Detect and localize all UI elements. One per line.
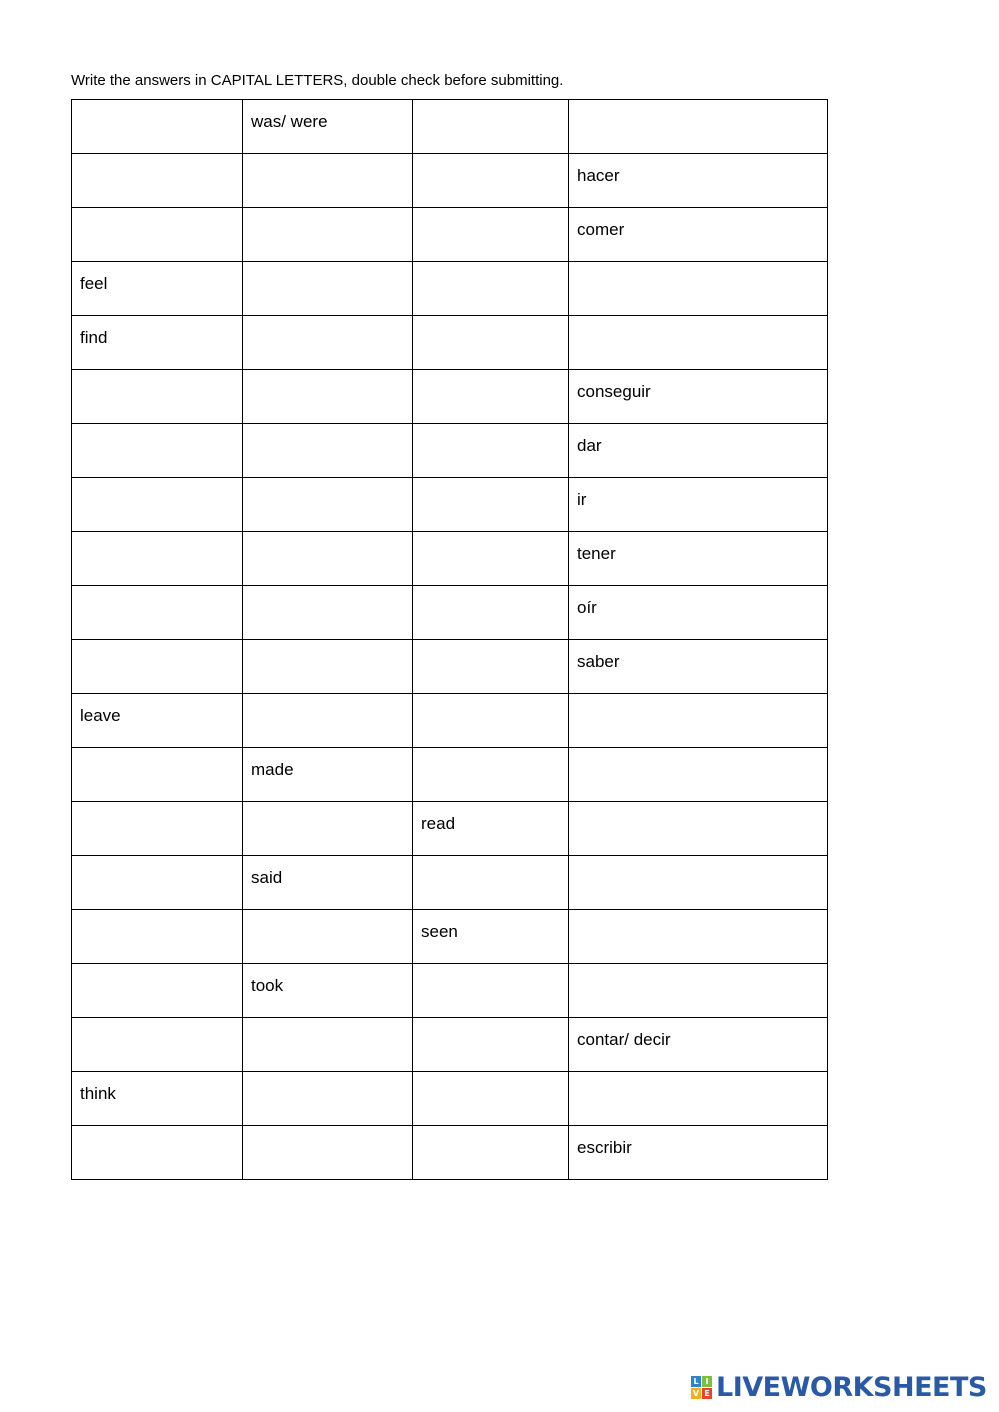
table-cell-answer[interactable] [413, 154, 569, 208]
table-cell-given [243, 964, 413, 1018]
liveworksheets-logo [691, 1374, 987, 1402]
cell-text [577, 748, 819, 760]
cell-text [421, 586, 560, 598]
table-cell-given [569, 478, 828, 532]
table-cell-answer[interactable] [72, 802, 243, 856]
table-row [72, 964, 828, 1018]
cell-text: feel [80, 274, 108, 293]
table-cell-given [569, 1018, 828, 1072]
cell-text [421, 154, 560, 166]
cell-text [251, 208, 404, 220]
logo-mark-letter: L [691, 1376, 701, 1387]
table-row [72, 478, 828, 532]
logo-mark-letter: I [702, 1376, 712, 1387]
table-cell-answer[interactable] [243, 1126, 413, 1180]
cell-text [421, 100, 560, 112]
cell-text: hacer [577, 166, 620, 185]
table-cell-given [72, 316, 243, 370]
table-cell-given [569, 424, 828, 478]
table-row [72, 370, 828, 424]
cell-text [251, 262, 404, 274]
table-cell-given [72, 262, 243, 316]
cell-text: tener [577, 544, 616, 563]
table-cell-given [72, 1072, 243, 1126]
table-row [72, 316, 828, 370]
table-cell-answer[interactable] [243, 1072, 413, 1126]
table-cell-answer[interactable] [413, 748, 569, 802]
cell-text [577, 1072, 819, 1084]
cell-text [421, 640, 560, 652]
cell-text [251, 802, 404, 814]
table-cell-answer[interactable] [413, 1018, 569, 1072]
cell-text [421, 1126, 560, 1138]
table-cell-given [243, 100, 413, 154]
cell-text [577, 910, 819, 922]
liveworksheets-logo-icon [691, 1376, 713, 1400]
table-cell-given [569, 154, 828, 208]
cell-text [80, 964, 234, 976]
cell-text [251, 154, 404, 166]
table-cell-given [413, 802, 569, 856]
table-row [72, 640, 828, 694]
table-cell-answer[interactable] [72, 370, 243, 424]
cell-text [80, 154, 234, 166]
cell-text [251, 586, 404, 598]
cell-text [251, 910, 404, 922]
cell-text [421, 856, 560, 868]
table-cell-answer[interactable] [72, 964, 243, 1018]
logo-text: LIVEWORKSHEETS [716, 1372, 987, 1403]
table-cell-answer[interactable] [413, 100, 569, 154]
cell-text [80, 1126, 234, 1138]
table-row [72, 532, 828, 586]
table-cell-answer[interactable] [243, 586, 413, 640]
cell-text: dar [577, 436, 602, 455]
cell-text [251, 370, 404, 382]
table-cell-answer[interactable] [569, 316, 828, 370]
cell-text [577, 262, 819, 274]
table-cell-answer[interactable] [72, 748, 243, 802]
table-cell-answer[interactable] [243, 802, 413, 856]
table-row [72, 424, 828, 478]
table-cell-given [569, 370, 828, 424]
cell-text: find [80, 328, 108, 347]
verb-table-body [72, 100, 828, 1180]
table-cell-given [569, 586, 828, 640]
table-cell-answer[interactable] [243, 640, 413, 694]
table-row [72, 586, 828, 640]
cell-text [577, 964, 819, 976]
table-cell-answer[interactable] [243, 1018, 413, 1072]
table-cell-answer[interactable] [413, 478, 569, 532]
cell-text [421, 1072, 560, 1084]
cell-text [421, 316, 560, 328]
table-cell-answer[interactable] [243, 532, 413, 586]
cell-text [80, 208, 234, 220]
table-cell-answer[interactable] [243, 910, 413, 964]
cell-text [80, 856, 234, 868]
cell-text [251, 694, 404, 706]
cell-text: seen [421, 922, 458, 941]
cell-text [80, 586, 234, 598]
cell-text [577, 100, 819, 112]
cell-text [80, 100, 234, 112]
table-cell-answer[interactable] [72, 478, 243, 532]
table-row [72, 1126, 828, 1180]
table-cell-answer[interactable] [569, 1072, 828, 1126]
table-cell-answer[interactable] [413, 424, 569, 478]
table-cell-answer[interactable] [569, 964, 828, 1018]
cell-text [80, 748, 234, 760]
table-cell-answer[interactable] [569, 856, 828, 910]
cell-text [421, 478, 560, 490]
table-cell-given [569, 208, 828, 262]
cell-text [80, 370, 234, 382]
cell-text: contar/ decir [577, 1030, 671, 1049]
table-row [72, 1072, 828, 1126]
table-cell-answer[interactable] [569, 748, 828, 802]
table-cell-given [413, 910, 569, 964]
cell-text [421, 262, 560, 274]
cell-text: comer [577, 220, 625, 239]
table-cell-answer[interactable] [413, 208, 569, 262]
table-cell-answer[interactable] [569, 802, 828, 856]
table-cell-answer[interactable] [413, 856, 569, 910]
table-cell-answer[interactable] [569, 262, 828, 316]
cell-text: think [80, 1084, 116, 1103]
cell-text [80, 1018, 234, 1030]
cell-text [421, 370, 560, 382]
cell-text [251, 1072, 404, 1084]
cell-text [80, 424, 234, 436]
table-cell-answer[interactable] [413, 964, 569, 1018]
cell-text [251, 316, 404, 328]
table-cell-answer[interactable] [243, 370, 413, 424]
cell-text [577, 802, 819, 814]
table-row [72, 262, 828, 316]
table-cell-answer[interactable] [413, 694, 569, 748]
cell-text: read [421, 814, 456, 833]
cell-text [421, 208, 560, 220]
cell-text [421, 694, 560, 706]
table-row [72, 748, 828, 802]
table-cell-answer[interactable] [413, 370, 569, 424]
cell-text: took [251, 976, 284, 995]
cell-text [421, 964, 560, 976]
cell-text: saber [577, 652, 620, 671]
table-cell-answer[interactable] [72, 154, 243, 208]
table-cell-answer[interactable] [413, 262, 569, 316]
cell-text [80, 802, 234, 814]
table-cell-given [243, 856, 413, 910]
table-cell-answer[interactable] [413, 586, 569, 640]
table-cell-given [569, 640, 828, 694]
table-cell-given [72, 694, 243, 748]
cell-text [577, 694, 819, 706]
cell-text [421, 424, 560, 436]
table-cell-answer[interactable] [72, 100, 243, 154]
table-cell-answer[interactable] [72, 1126, 243, 1180]
cell-text [421, 532, 560, 544]
table-row [72, 910, 828, 964]
table-cell-answer[interactable] [72, 856, 243, 910]
cell-text [80, 478, 234, 490]
table-cell-answer[interactable] [72, 586, 243, 640]
table-cell-answer[interactable] [72, 532, 243, 586]
verb-table [71, 99, 828, 1180]
table-cell-answer[interactable] [72, 208, 243, 262]
table-cell-answer[interactable] [72, 640, 243, 694]
table-cell-given [569, 532, 828, 586]
table-cell-answer[interactable] [243, 316, 413, 370]
cell-text: ir [577, 490, 587, 509]
table-row [72, 208, 828, 262]
cell-text: oír [577, 598, 597, 617]
cell-text [251, 640, 404, 652]
table-row [72, 154, 828, 208]
cell-text: conseguir [577, 382, 651, 401]
table-cell-answer[interactable] [569, 694, 828, 748]
instructions-text: Write the answers in CAPITAL LETTERS, double check before submitting. [71, 72, 564, 89]
table-cell-answer[interactable] [72, 910, 243, 964]
cell-text [421, 748, 560, 760]
table-cell-answer[interactable] [569, 100, 828, 154]
cell-text [251, 1018, 404, 1030]
cell-text: was/ were [251, 112, 328, 131]
cell-text: escribir [577, 1138, 632, 1157]
table-cell-answer[interactable] [569, 910, 828, 964]
cell-text [421, 1018, 560, 1030]
table-cell-answer[interactable] [413, 532, 569, 586]
table-cell-answer[interactable] [243, 262, 413, 316]
cell-text [80, 910, 234, 922]
table-row [72, 802, 828, 856]
table-cell-answer[interactable] [243, 694, 413, 748]
table-row [72, 694, 828, 748]
logo-mark-letter: V [692, 1389, 700, 1398]
cell-text [251, 478, 404, 490]
table-cell-answer[interactable] [413, 640, 569, 694]
table-cell-answer[interactable] [243, 208, 413, 262]
table-row [72, 100, 828, 154]
cell-text [577, 316, 819, 328]
table-cell-answer[interactable] [413, 1072, 569, 1126]
cell-text: made [251, 760, 294, 779]
table-cell-answer[interactable] [413, 316, 569, 370]
cell-text [80, 532, 234, 544]
table-cell-answer[interactable] [243, 478, 413, 532]
cell-text: leave [80, 706, 121, 725]
cell-text [577, 856, 819, 868]
table-cell-answer[interactable] [72, 1018, 243, 1072]
cell-text [251, 1126, 404, 1138]
table-cell-given [569, 1126, 828, 1180]
logo-mark-letter: E [702, 1388, 712, 1399]
cell-text [251, 532, 404, 544]
table-cell-given [243, 748, 413, 802]
cell-text [251, 424, 404, 436]
table-cell-answer[interactable] [243, 424, 413, 478]
cell-text [80, 640, 234, 652]
table-cell-answer[interactable] [72, 424, 243, 478]
table-row [72, 1018, 828, 1072]
table-cell-answer[interactable] [413, 1126, 569, 1180]
table-row [72, 856, 828, 910]
table-cell-answer[interactable] [243, 154, 413, 208]
cell-text: said [251, 868, 283, 887]
